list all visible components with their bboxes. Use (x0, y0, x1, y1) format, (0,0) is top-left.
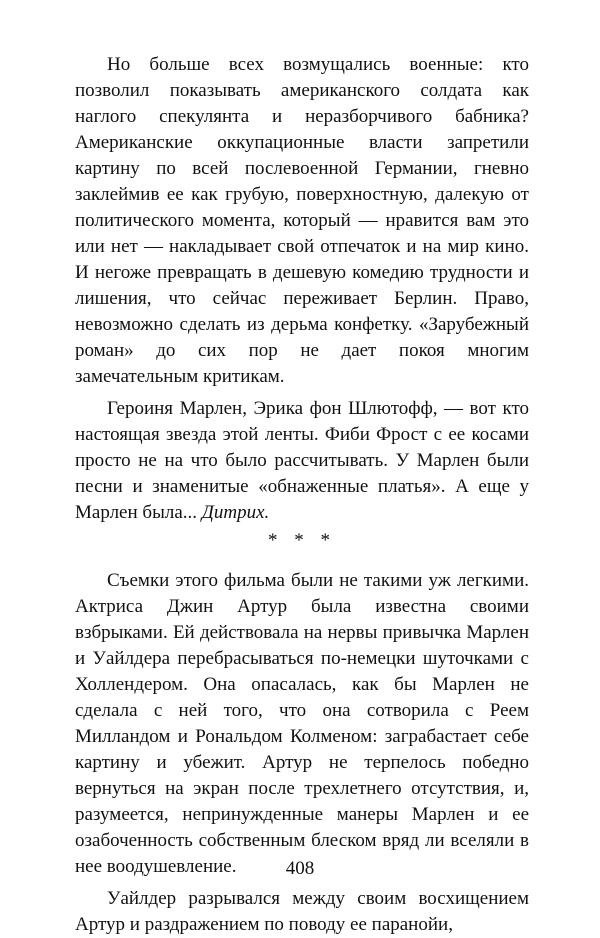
paragraph-military-outrage: Но больше всех возмущались военные: кто позволил показывать американского солдата как наглого спекулянта и неразборчивого бабника? Американские оккупационные власти запретили картину по всей послевоенной Германии, гневно заклеймив ее как грубую, поверхностную, далекую от политического момента, который — нравится вам это или нет — накладывает свой отпечаток и на мир кино. И негоже превращать в дешевую комедию трудности и лишения, что сейчас переживает Берлин. Право, невозможно сделать из дерьма конфетку. «Зарубежный роман» до сих пор не дает покоя многим замечательным критикам. (75, 54, 529, 387)
paragraph-erika-italic: Дитрих. (201, 502, 270, 523)
paragraph-wilder-torn: Уайлдер разрывался между своим восхищением Артур и раздражением по поводу ее паранойи, (75, 888, 529, 935)
paragraph-filming-difficulties: Съемки этого фильма были не такими уж легкими. Актриса Джин Артур была известна своими взбрыками. Ей действовала на нервы привычка Марлен и Уайлдера перебрасываться по-немецки шуточками с Холлендером. Она опасалась, как бы Марлен не сделала с ней того, что она сотворила с Реем Милландом и Рональдом Колменом: заграбастает себе картину и убежит. Артур не терпелось победно вернуться на экран после трехлетнего отсутствия, и, разумеется, непринужденные манеры Марлен и ее озабоченность собственным блеском вряд ли вселяли в нее воодушевление. (75, 570, 529, 877)
paragraph-erika-heroine (75, 396, 529, 526)
paragraph-erika-text: Героиня Марлен, Эрика фон Шлютофф, — вот кто настоящая звезда этой ленты. Фиби Фрост с ее косами просто не на что было рассчитывать. У Марлен были песни и знаменитые «обнаженные платья». А еще у Марлен была... (75, 398, 529, 523)
page-number: 408 (285, 858, 315, 879)
page-body (75, 52, 529, 938)
section-separator: * * * (268, 530, 336, 551)
